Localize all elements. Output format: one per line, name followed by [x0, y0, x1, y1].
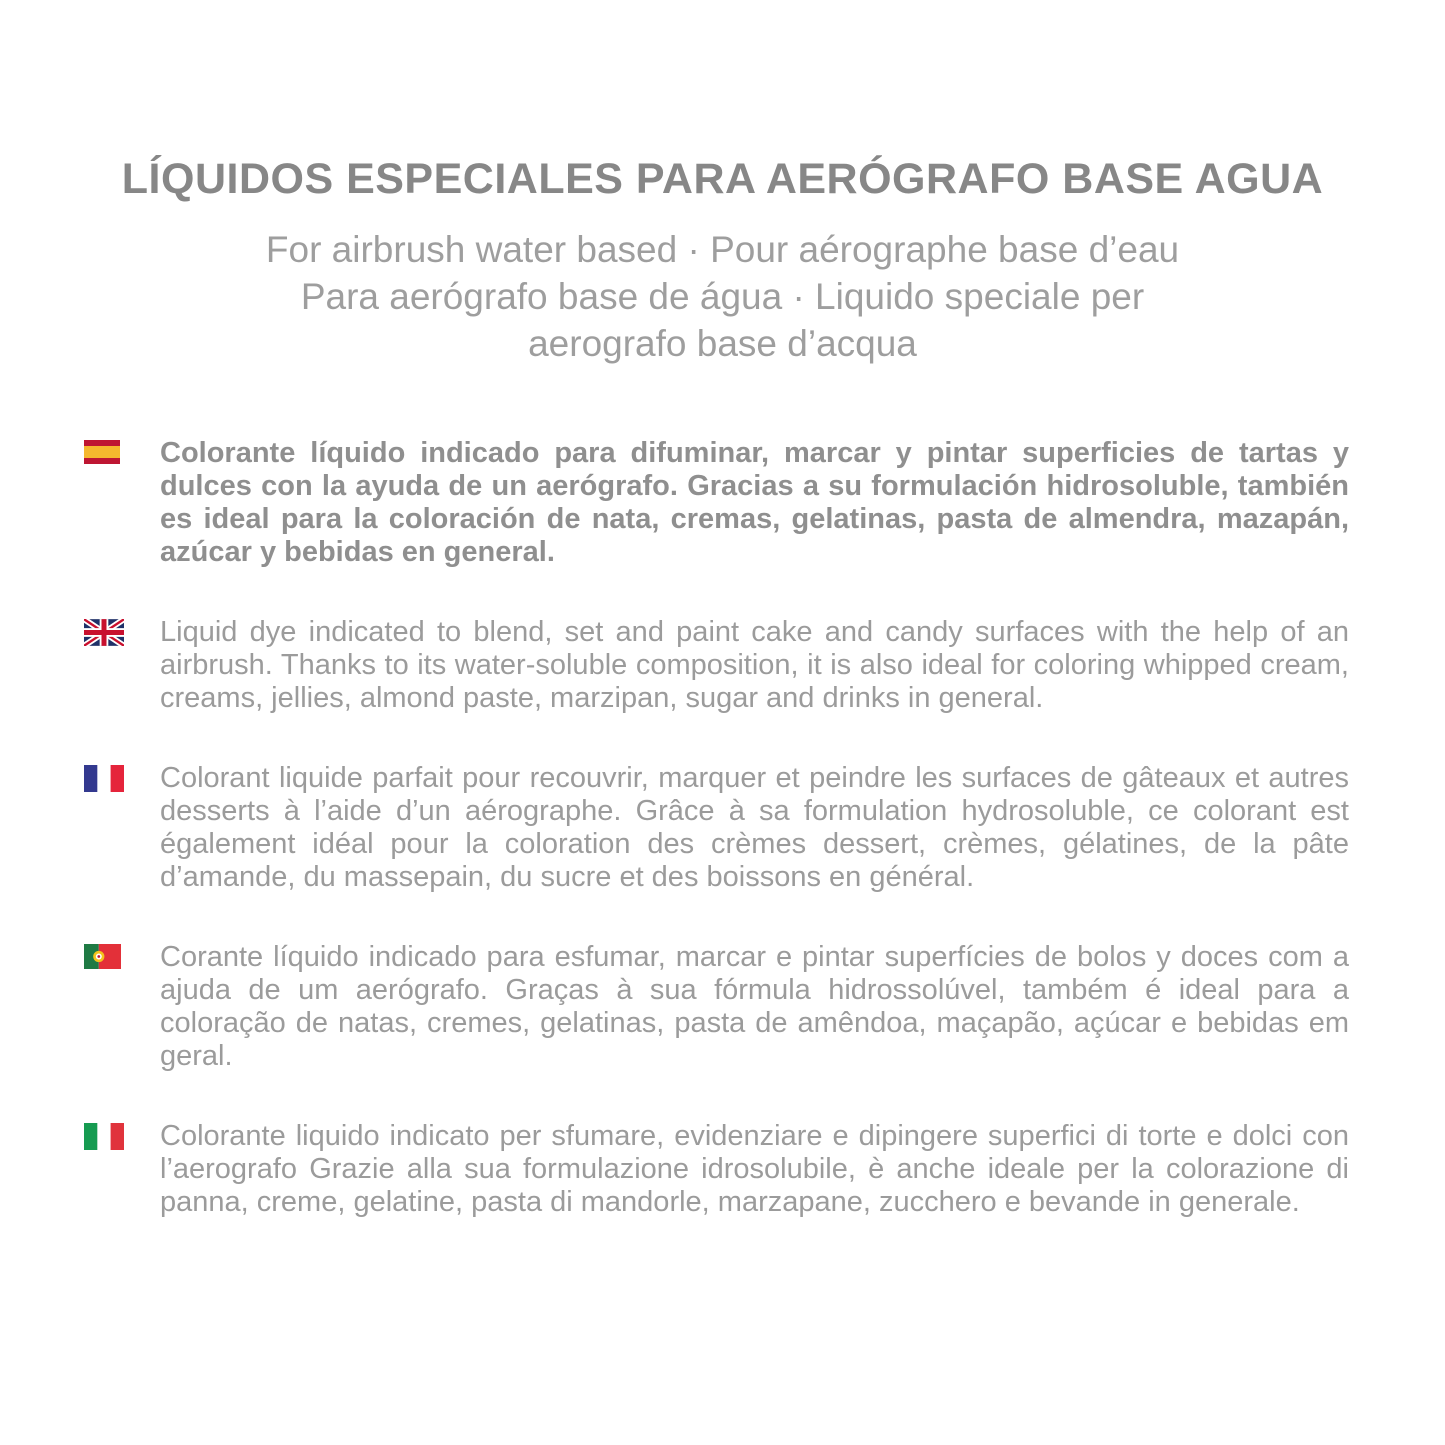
paragraph-fr-text: Colorant liquide parfait pour recouvrir, marquer et peindre les surfaces de gâteaux et autres desserts à l’aide d’un aérographe. Grâce à sa formulation hydrosoluble, ce colorant est également idéal pour la coloration des crèmes dessert, crèmes, gélatines, de la pâte d’amande, du massepain, du sucre et des boissons en général.: [160, 762, 1349, 894]
italy-flag-icon: [84, 1123, 124, 1150]
paragraph-en: [84, 616, 1349, 715]
language-paragraphs: [0, 437, 1445, 1219]
subtitle-line-2: Para aerógrafo base de água · Liquido speciale per: [300, 276, 1145, 318]
paragraph-it-text: Colorante liquido indicato per sfumare, evidenziare e dipingere superfici di torte e dolci con l’aerografo Grazie alla sua formulazione idrosolubile, è anche ideale per la colorazione di panna, creme, gelatine, pasta di mandorle, marzapane, zucchero e bevande in generale.: [160, 1120, 1349, 1219]
paragraph-pt: [84, 941, 1349, 1073]
page-subtitle: [0, 226, 1445, 367]
paragraph-fr: [84, 762, 1349, 894]
paragraph-it: [84, 1120, 1349, 1219]
paragraph-en-text: Liquid dye indicated to blend, set and paint cake and candy surfaces with the help of an airbrush. Thanks to its water-soluble composition, it is also ideal for coloring whipped cream, creams, jellies, almond paste, marzipan, sugar and drinks in general.: [160, 616, 1349, 715]
paragraph-pt-text: Corante líquido indicado para esfumar, marcar e pintar superfícies de bolos y doces com a ajuda de um aerógrafo. Graças à sua fórmula hidrossolúvel, também é ideal para a coloração de natas, cremes, gelatinas, pasta de amêndoa, maçapão, açúcar e bebidas em geral.: [160, 941, 1349, 1073]
france-flag-icon: [84, 765, 124, 792]
paragraph-es: [84, 437, 1349, 569]
subtitle-line-1: For airbrush water based · Pour aérographe base d’eau: [265, 229, 1180, 271]
subtitle-line-3: aerografo base d’acqua: [528, 323, 917, 365]
spain-flag-icon: [84, 440, 124, 464]
portugal-flag-icon: [84, 944, 124, 969]
paragraph-es-text: Colorante líquido indicado para difuminar, marcar y pintar superficies de tartas y dulces con la ayuda de un aerógrafo. Gracias a su formulación hidrosoluble, también es ideal para la coloración de nata, cremas, gelatinas, pasta de almendra, mazapán, azúcar y bebidas en general.: [160, 437, 1349, 569]
uk-flag-icon: [84, 619, 124, 646]
page-title: LÍQUIDOS ESPECIALES PARA AERÓGRAFO BASE AGUA: [121, 155, 1324, 203]
